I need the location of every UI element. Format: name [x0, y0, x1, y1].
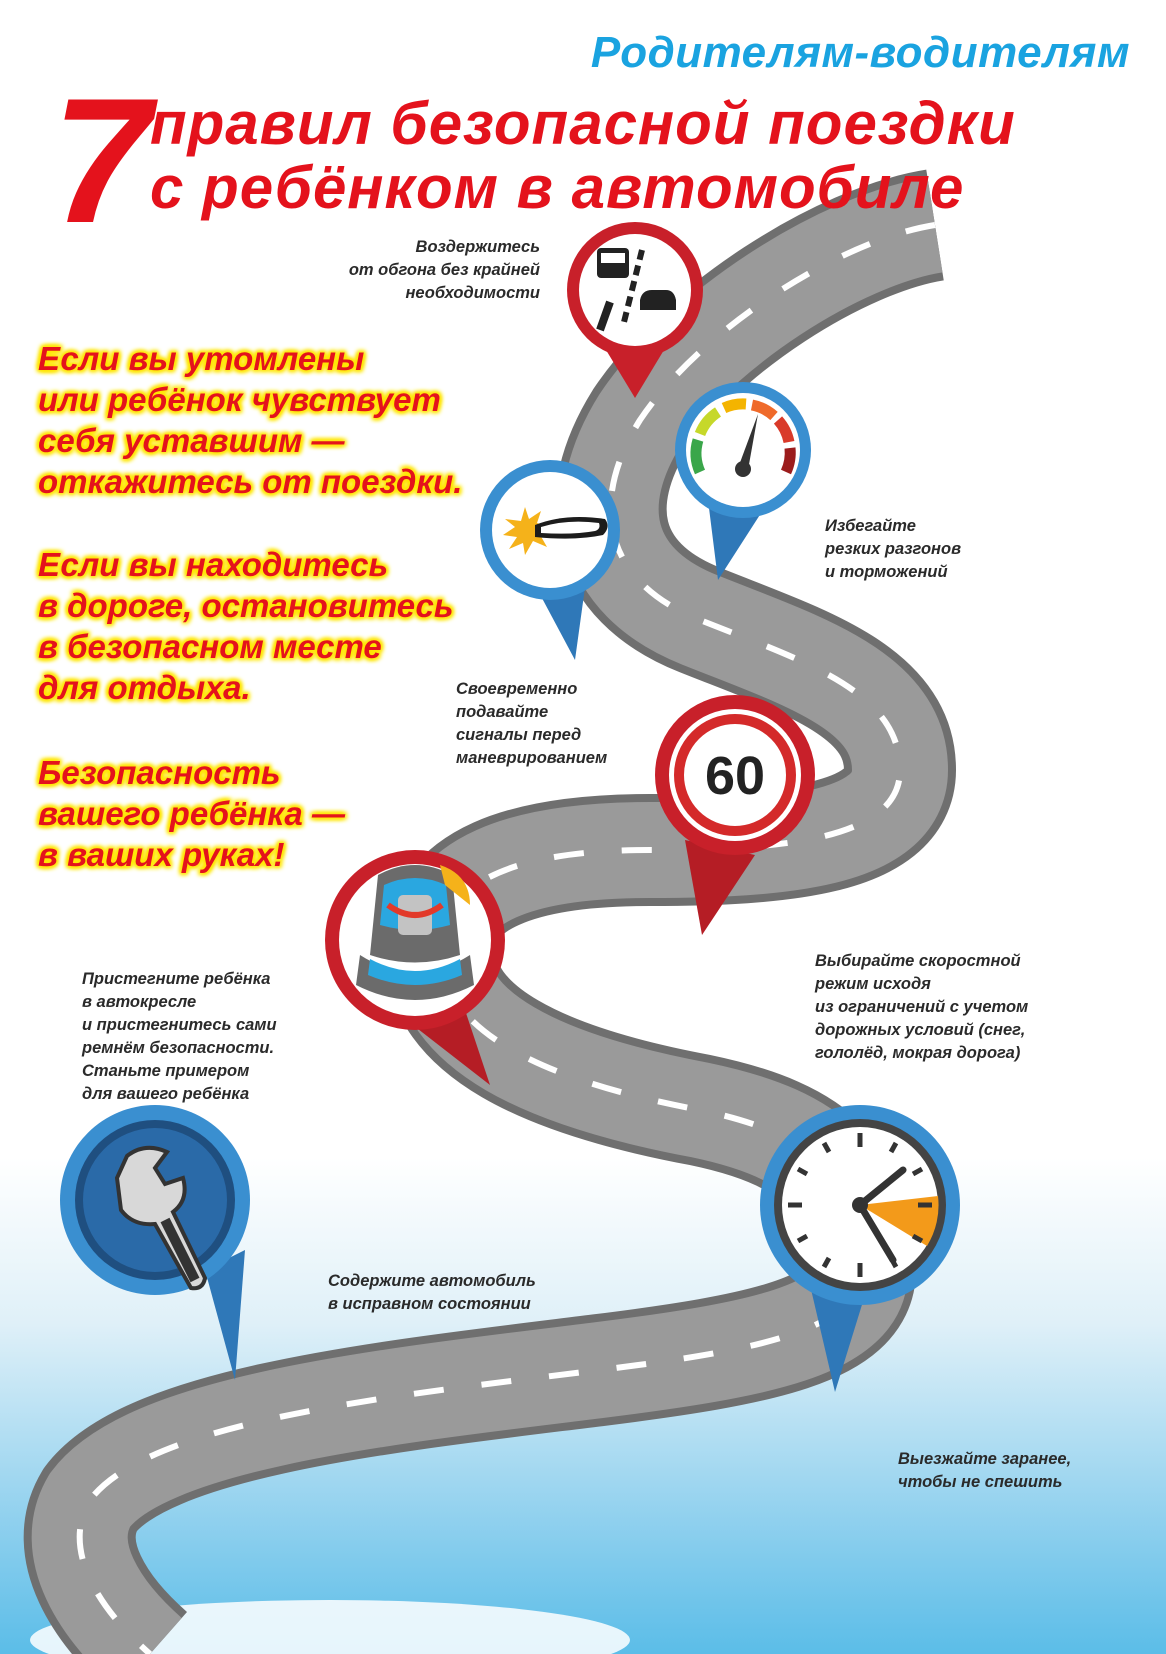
- warning-line: Безопасность: [38, 754, 281, 791]
- child-car-seat-icon: [320, 845, 510, 1090]
- rule-line: Содержите автомобиль: [328, 1272, 536, 1290]
- rule-line: необходимости: [405, 284, 540, 302]
- rule-early: [898, 1448, 1071, 1494]
- rule-line: подавайте: [456, 703, 549, 721]
- rule-signals: [456, 678, 607, 770]
- warning-line: Если вы утомлены: [38, 340, 365, 377]
- warning-block-stop: [38, 544, 453, 708]
- speed-limit-value: 60: [704, 746, 766, 806]
- rule-line: ремнём безопасности.: [82, 1039, 275, 1057]
- rule-line: из ограничений с учетом: [815, 998, 1029, 1016]
- warning-line: в дороге, остановитесь: [38, 587, 454, 624]
- rule-line: для вашего ребёнка: [82, 1085, 250, 1103]
- warning-line: вашего ребёнка —: [38, 795, 345, 832]
- rule-line: сигналы перед: [456, 726, 582, 744]
- rule-line: от обгона без крайней: [348, 261, 540, 279]
- warning-line: для отдыха.: [38, 669, 251, 706]
- rule-line: маневрированием: [456, 749, 608, 767]
- rule-line: Выезжайте заранее,: [898, 1450, 1072, 1468]
- warning-block-tired: [38, 338, 462, 502]
- warning-line: откажитесь от поездки.: [38, 463, 463, 500]
- no-overtaking-icon: [560, 220, 710, 400]
- rule-line: дорожных условий (снег,: [815, 1021, 1026, 1039]
- rule-speed: [815, 950, 1028, 1065]
- rule-line: Станьте примером: [82, 1062, 250, 1080]
- warning-line: в безопасном месте: [38, 628, 382, 665]
- rule-line: и пристегнитесь сами: [82, 1016, 277, 1034]
- rule-line: резких разгонов: [825, 540, 962, 558]
- rule-line: в исправном состоянии: [328, 1295, 531, 1313]
- rule-line: и торможений: [825, 563, 948, 581]
- warning-line: Если вы находитесь: [38, 546, 389, 583]
- rule-maintenance: [328, 1270, 536, 1316]
- rule-line: гололёд, мокрая дорога): [815, 1044, 1021, 1062]
- rule-line: Своевременно: [456, 680, 578, 698]
- warning-line: в ваших руках!: [38, 836, 285, 873]
- page-title: [150, 92, 1016, 220]
- warning-line: себя уставшим —: [38, 422, 345, 459]
- speed-limit-sign-icon: [650, 690, 820, 940]
- rule-line: Пристегните ребёнка: [82, 970, 271, 988]
- headlight-signal-icon: [475, 455, 625, 665]
- rule-line: Воздержитесь: [415, 238, 540, 256]
- rule-acceleration: [825, 515, 961, 584]
- subtitle: Родителям-водителям: [590, 28, 1130, 77]
- rule-line: чтобы не спешить: [898, 1473, 1063, 1491]
- rule-line: Избегайте: [825, 517, 916, 535]
- warning-block-safety: [38, 752, 345, 875]
- title-line: правил безопасной поездки: [150, 90, 1016, 157]
- wrench-icon: [55, 1100, 255, 1385]
- rule-line: Выбирайте скоростной: [815, 952, 1021, 970]
- rule-line: в автокресле: [82, 993, 197, 1011]
- speedometer-icon: [668, 380, 818, 585]
- title-line: с ребёнком в автомобиле: [150, 154, 965, 221]
- rule-overtaking: [296, 236, 540, 305]
- clock-icon: [755, 1100, 965, 1395]
- rule-line: режим исходя: [815, 975, 931, 993]
- rule-seatbelt: [82, 968, 277, 1106]
- warning-line: или ребёнок чувствует: [38, 381, 441, 418]
- rules-count-number: 7: [52, 61, 151, 260]
